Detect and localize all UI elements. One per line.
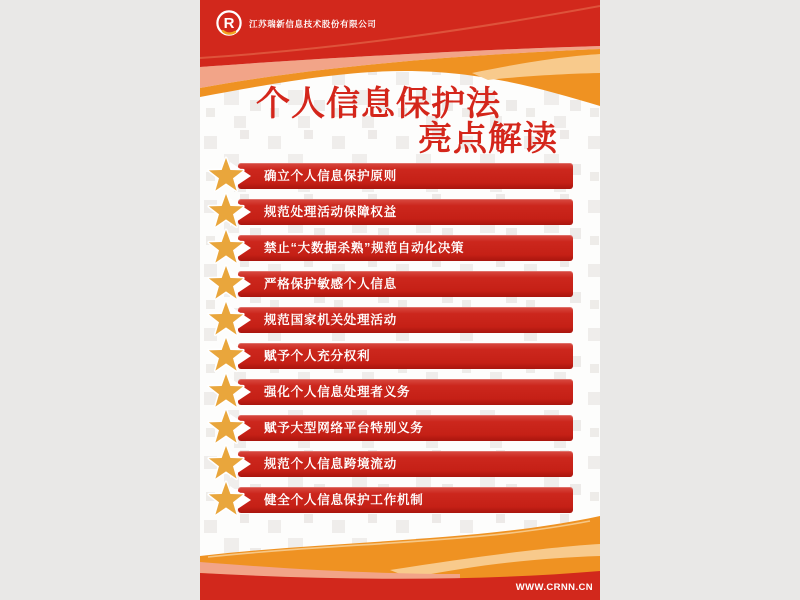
- highlight-bar: [238, 307, 573, 333]
- highlight-bar: [238, 451, 573, 477]
- star-icon: [206, 300, 252, 340]
- highlight-bar: [238, 379, 573, 405]
- highlight-bar: [238, 415, 573, 441]
- logo-letter: R: [223, 15, 235, 32]
- highlight-label: 确立个人信息保护原则: [264, 169, 398, 183]
- highlight-row: [200, 379, 600, 405]
- poster-title-line2: 亮点解读: [418, 120, 558, 158]
- highlight-label: 规范国家机关处理活动: [264, 313, 398, 327]
- star-icon: [206, 264, 252, 304]
- star-icon: [206, 192, 252, 232]
- highlight-row: [200, 163, 600, 189]
- poster-title-line1: 个人信息保护法: [256, 85, 501, 123]
- highlight-bar: [238, 199, 573, 225]
- star-icon: [206, 336, 252, 376]
- highlight-bar: [238, 271, 573, 297]
- highlight-bar: [238, 343, 573, 369]
- highlight-label: 健全个人信息保护工作机制: [264, 493, 424, 507]
- highlight-row: [200, 451, 600, 477]
- highlight-row: [200, 307, 600, 333]
- highlight-label: 严格保护敏感个人信息: [264, 277, 398, 291]
- highlight-label: 规范个人信息跨境流动: [264, 457, 398, 471]
- star-icon: [206, 444, 252, 484]
- poster: [200, 0, 600, 600]
- highlight-label: 赋予个人充分权利: [264, 349, 371, 363]
- star-icon: [206, 228, 252, 268]
- star-icon: [206, 156, 252, 196]
- highlight-bar: [238, 235, 573, 261]
- company-logo-icon: [214, 9, 244, 39]
- star-icon: [206, 372, 252, 412]
- highlight-row: [200, 415, 600, 441]
- highlight-label: 赋予大型网络平台特别义务: [264, 421, 424, 435]
- highlight-label: 规范处理活动保障权益: [264, 205, 398, 219]
- website-url: WWW.CRNN.CN: [515, 582, 593, 593]
- highlight-bar: [238, 163, 573, 189]
- highlight-row: [200, 199, 600, 225]
- highlights-list: [200, 163, 600, 523]
- highlight-label: 禁止“大数据杀熟”规范自动化决策: [264, 241, 465, 255]
- highlight-row: [200, 343, 600, 369]
- star-icon: [206, 408, 252, 448]
- highlight-label: 强化个人信息处理者义务: [264, 385, 411, 399]
- highlight-row: [200, 271, 600, 297]
- company-name: 江苏瑞新信息技术股份有限公司: [249, 19, 377, 29]
- highlight-row: [200, 235, 600, 261]
- poster-title: [200, 85, 600, 158]
